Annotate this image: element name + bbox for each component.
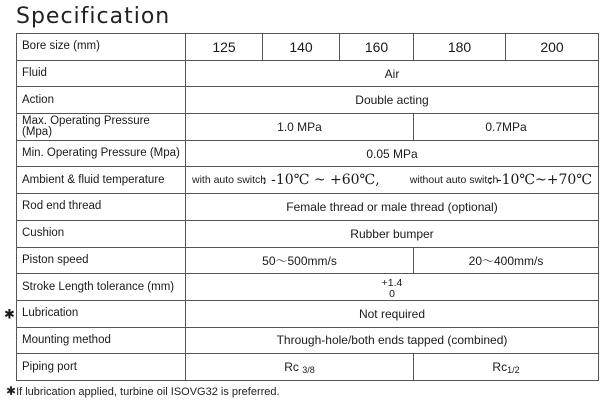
value-mounting-method: Through-hole/both ends tapped (combined): [186, 327, 599, 354]
footnote-asterisk-icon: ✱: [6, 384, 17, 398]
page-title: Specification: [16, 4, 171, 29]
label-fluid: Fluid: [17, 60, 186, 87]
value-piston-speed-b: 20～400mm/s: [414, 247, 599, 274]
row-lubrication: [17, 300, 599, 327]
row-stroke-tolerance: [17, 274, 599, 301]
piping-a-base: Rc: [284, 359, 299, 374]
tolerance-lower: 0: [389, 287, 395, 300]
bore-180: 180: [414, 34, 506, 61]
label-piston-speed: Piston speed: [17, 247, 186, 274]
value-piston-speed-a: 50～500mm/s: [186, 247, 414, 274]
value-lubrication: Not required: [186, 300, 599, 327]
specification-table: [4, 33, 599, 381]
row-temperature: [17, 167, 599, 194]
footnote-text: If lubrication applied, turbine oil ISOVG32 is preferred.: [16, 386, 280, 398]
value-max-pressure-a: 1.0 MPa: [186, 114, 414, 141]
asterisk-icon: ✱: [4, 306, 15, 322]
label-bore-size: Bore size (mm): [17, 34, 186, 61]
value-cushion: Rubber bumper: [186, 220, 599, 247]
label-stroke-tolerance: Stroke Length tolerance (mm): [17, 274, 186, 301]
bore-160: 160: [340, 34, 414, 61]
row-action: [17, 87, 599, 114]
piping-a-fraction: 3/8: [302, 364, 315, 375]
label-temperature: Ambient & fluid temperature: [17, 167, 186, 194]
label-lubrication: [4, 300, 186, 327]
label-lubrication-text: Lubrication: [22, 307, 79, 320]
tolerance-upper: +1.4: [381, 276, 403, 289]
label-max-pressure: Max. Operating Pressure (Mpa): [17, 114, 186, 141]
row-mounting-method: [17, 327, 599, 354]
temp-without-switch-range: : -10℃~+70℃: [487, 172, 592, 189]
label-rod-end-thread: Rod end thread: [17, 194, 186, 221]
row-piston-speed: [17, 247, 599, 274]
row-piping-port: [17, 354, 599, 381]
bore-140: 140: [263, 34, 340, 61]
row-bore-size: [17, 34, 599, 61]
value-max-pressure-b: 0.7MPa: [414, 114, 599, 141]
row-fluid: [17, 60, 599, 87]
value-action: Double acting: [186, 87, 599, 114]
temp-without-switch-label: without auto switch: [409, 173, 499, 186]
value-rod-end-thread: Female thread or male thread (optional): [186, 194, 599, 221]
piping-b-fraction: 1/2: [507, 364, 520, 375]
value-fluid: Air: [186, 60, 599, 87]
footnote: [6, 384, 280, 398]
value-piping-port-b: [414, 354, 599, 381]
value-min-pressure: 0.05 MPa: [186, 140, 599, 167]
label-mounting-method: Mounting method: [17, 327, 186, 354]
temp-with-switch-range: : -10℃ ~ +60℃,: [262, 172, 380, 189]
row-max-pressure: [17, 114, 599, 141]
value-stroke-tolerance: [186, 274, 599, 301]
value-piping-port-a: [186, 354, 414, 381]
bore-125: 125: [186, 34, 263, 61]
label-min-pressure: Min. Operating Pressure (Mpa): [17, 140, 186, 167]
label-cushion: Cushion: [17, 220, 186, 247]
row-cushion: [17, 220, 599, 247]
row-rod-end-thread: [17, 194, 599, 221]
piping-b-base: Rc: [492, 359, 508, 374]
row-min-pressure: [17, 140, 599, 167]
value-temperature: [186, 167, 599, 194]
bore-200: 200: [506, 34, 599, 61]
label-action: Action: [17, 87, 186, 114]
label-piping-port: Piping port: [17, 354, 186, 381]
temp-with-switch-label: with auto switch: [192, 173, 267, 186]
